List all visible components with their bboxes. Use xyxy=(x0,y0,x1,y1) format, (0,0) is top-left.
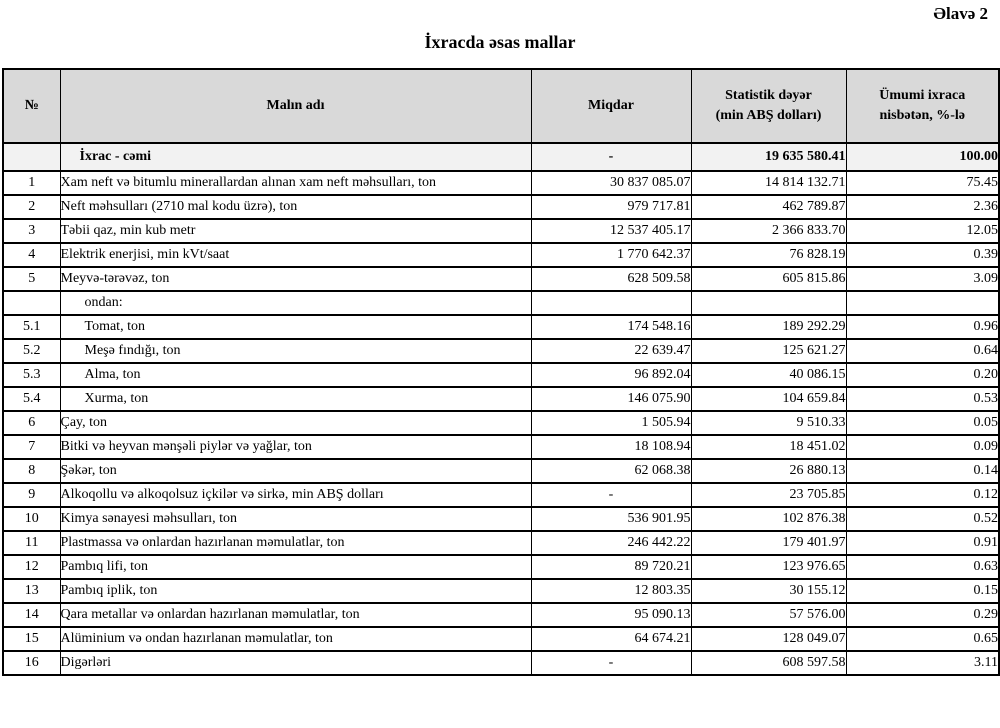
row-percent-cell: 0.29 xyxy=(846,603,999,627)
row-percent-cell: 0.65 xyxy=(846,627,999,651)
row-value-cell: 40 086.15 xyxy=(691,363,846,387)
row-name-cell: Plastmassa və onlardan hazırlanan məmulatlar, ton xyxy=(60,531,531,555)
table-row xyxy=(3,483,999,507)
row-percent-cell: 0.91 xyxy=(846,531,999,555)
row-name-cell: Pambıq iplik, ton xyxy=(60,579,531,603)
row-name-cell: Tomat, ton xyxy=(60,315,531,339)
row-no-cell: 4 xyxy=(3,243,60,267)
row-value-cell: 608 597.58 xyxy=(691,651,846,675)
row-value-cell: 18 451.02 xyxy=(691,435,846,459)
row-no-cell: 9 xyxy=(3,483,60,507)
row-name-cell: Digərləri xyxy=(60,651,531,675)
row-name-cell: Bitki və heyvan mənşəli piylər və yağlar, ton xyxy=(60,435,531,459)
row-percent-cell: 0.05 xyxy=(846,411,999,435)
row-name-cell: Xam neft və bitumlu minerallardan alınan xam neft məhsulları, ton xyxy=(60,171,531,195)
row-no-cell: 10 xyxy=(3,507,60,531)
row-quantity-cell xyxy=(531,291,691,315)
row-value-cell: 128 049.07 xyxy=(691,627,846,651)
row-name-cell: ondan: xyxy=(60,291,531,315)
header-statistical-value: Statistik dəyər (min ABŞ dolları) xyxy=(691,69,846,143)
row-quantity-cell: - xyxy=(531,483,691,507)
table-row xyxy=(3,531,999,555)
table-row xyxy=(3,219,999,243)
row-no-cell: 2 xyxy=(3,195,60,219)
row-name-cell: Elektrik enerjisi, min kVt/saat xyxy=(60,243,531,267)
row-percent-cell: 0.64 xyxy=(846,339,999,363)
row-value-cell: 102 876.38 xyxy=(691,507,846,531)
row-quantity-cell: - xyxy=(531,651,691,675)
row-name-cell: Meşə fındığı, ton xyxy=(60,339,531,363)
row-name-cell: Alma, ton xyxy=(60,363,531,387)
table-row xyxy=(3,459,999,483)
row-percent-cell: 0.52 xyxy=(846,507,999,531)
row-value-cell: 189 292.29 xyxy=(691,315,846,339)
row-quantity-cell: 30 837 085.07 xyxy=(531,171,691,195)
page-title: İxracda əsas mallar xyxy=(424,31,576,52)
row-value-cell: 14 814 132.71 xyxy=(691,171,846,195)
row-percent-cell: 0.53 xyxy=(846,387,999,411)
table-row xyxy=(3,507,999,531)
row-name-cell: Qara metallar və onlardan hazırlanan məmulatlar, ton xyxy=(60,603,531,627)
row-percent-cell: 0.15 xyxy=(846,579,999,603)
total-percent-cell: 100.00 xyxy=(846,143,999,171)
table-header-row xyxy=(3,69,999,143)
table-row xyxy=(3,651,999,675)
row-percent-cell: 3.09 xyxy=(846,267,999,291)
row-percent-cell: 0.12 xyxy=(846,483,999,507)
row-quantity-cell: 246 442.22 xyxy=(531,531,691,555)
row-value-cell: 23 705.85 xyxy=(691,483,846,507)
row-name-cell: Kimya sənayesi məhsulları, ton xyxy=(60,507,531,531)
row-value-cell: 76 828.19 xyxy=(691,243,846,267)
row-quantity-cell: 22 639.47 xyxy=(531,339,691,363)
row-percent-cell xyxy=(846,291,999,315)
row-name-cell: Xurma, ton xyxy=(60,387,531,411)
table-row xyxy=(3,363,999,387)
row-name-cell: Alkoqollu və alkoqolsuz içkilər və sirkə, min ABŞ dolları xyxy=(60,483,531,507)
row-no-cell: 5.2 xyxy=(3,339,60,363)
row-no-cell: 8 xyxy=(3,459,60,483)
row-percent-cell: 0.14 xyxy=(846,459,999,483)
row-quantity-cell: 62 068.38 xyxy=(531,459,691,483)
row-value-cell: 125 621.27 xyxy=(691,339,846,363)
row-no-cell: 12 xyxy=(3,555,60,579)
table-row-ondan xyxy=(3,291,999,315)
row-quantity-cell: 95 090.13 xyxy=(531,603,691,627)
row-percent-cell: 0.20 xyxy=(846,363,999,387)
table-row xyxy=(3,171,999,195)
row-value-cell: 123 976.65 xyxy=(691,555,846,579)
row-percent-cell: 12.05 xyxy=(846,219,999,243)
row-no-cell: 5.4 xyxy=(3,387,60,411)
row-value-cell: 462 789.87 xyxy=(691,195,846,219)
row-name-cell: Neft məhsulları (2710 mal kodu üzrə), ton xyxy=(60,195,531,219)
row-name-cell: Alüminium və ondan hazırlanan məmulatlar, ton xyxy=(60,627,531,651)
row-no-cell: 5.1 xyxy=(3,315,60,339)
row-quantity-cell: 1 770 642.37 xyxy=(531,243,691,267)
total-row xyxy=(3,143,999,171)
row-quantity-cell: 536 901.95 xyxy=(531,507,691,531)
row-percent-cell: 3.11 xyxy=(846,651,999,675)
row-quantity-cell: 12 537 405.17 xyxy=(531,219,691,243)
row-percent-cell: 0.63 xyxy=(846,555,999,579)
table-row xyxy=(3,243,999,267)
total-no-cell xyxy=(3,143,60,171)
row-quantity-cell: 64 674.21 xyxy=(531,627,691,651)
row-name-cell: Meyvə-tərəvəz, ton xyxy=(60,267,531,291)
row-percent-cell: 75.45 xyxy=(846,171,999,195)
row-quantity-cell: 979 717.81 xyxy=(531,195,691,219)
row-quantity-cell: 18 108.94 xyxy=(531,435,691,459)
row-no-cell: 13 xyxy=(3,579,60,603)
table-row xyxy=(3,603,999,627)
table-row xyxy=(3,435,999,459)
table-row xyxy=(3,411,999,435)
table-row xyxy=(3,195,999,219)
row-no-cell: 15 xyxy=(3,627,60,651)
row-value-cell: 57 576.00 xyxy=(691,603,846,627)
row-percent-cell: 0.39 xyxy=(846,243,999,267)
row-quantity-cell: 174 548.16 xyxy=(531,315,691,339)
row-no-cell xyxy=(3,291,60,315)
row-no-cell: 5 xyxy=(3,267,60,291)
row-quantity-cell: 628 509.58 xyxy=(531,267,691,291)
total-name-cell: İxrac - cəmi xyxy=(60,143,531,171)
row-value-cell: 2 366 833.70 xyxy=(691,219,846,243)
table-row xyxy=(3,627,999,651)
row-value-cell: 104 659.84 xyxy=(691,387,846,411)
table-row xyxy=(3,555,999,579)
row-name-cell: Təbii qaz, min kub metr xyxy=(60,219,531,243)
total-quantity-cell: - xyxy=(531,143,691,171)
row-percent-cell: 0.96 xyxy=(846,315,999,339)
row-no-cell: 3 xyxy=(3,219,60,243)
header-goods-name: Malın adı xyxy=(60,69,531,143)
row-name-cell: Pambıq lifi, ton xyxy=(60,555,531,579)
row-quantity-cell: 12 803.35 xyxy=(531,579,691,603)
row-value-cell: 30 155.12 xyxy=(691,579,846,603)
row-value-cell: 179 401.97 xyxy=(691,531,846,555)
table-row xyxy=(3,387,999,411)
row-no-cell: 16 xyxy=(3,651,60,675)
row-name-cell: Şəkər, ton xyxy=(60,459,531,483)
table-row xyxy=(3,315,999,339)
row-value-cell: 9 510.33 xyxy=(691,411,846,435)
row-no-cell: 11 xyxy=(3,531,60,555)
row-name-cell: Çay, ton xyxy=(60,411,531,435)
row-no-cell: 1 xyxy=(3,171,60,195)
table-row xyxy=(3,267,999,291)
export-goods-table xyxy=(2,68,1000,676)
row-no-cell: 5.3 xyxy=(3,363,60,387)
row-value-cell: 605 815.86 xyxy=(691,267,846,291)
row-no-cell: 7 xyxy=(3,435,60,459)
table-row xyxy=(3,339,999,363)
row-quantity-cell: 96 892.04 xyxy=(531,363,691,387)
header-quantity: Miqdar xyxy=(531,69,691,143)
table-row xyxy=(3,579,999,603)
row-percent-cell: 2.36 xyxy=(846,195,999,219)
row-quantity-cell: 146 075.90 xyxy=(531,387,691,411)
row-quantity-cell: 89 720.21 xyxy=(531,555,691,579)
total-value-cell: 19 635 580.41 xyxy=(691,143,846,171)
row-value-cell xyxy=(691,291,846,315)
appendix-label: Əlavə 2 xyxy=(933,4,988,23)
row-quantity-cell: 1 505.94 xyxy=(531,411,691,435)
header-share-percent: Ümumi ixraca nisbətən, %-lə xyxy=(846,69,999,143)
row-value-cell: 26 880.13 xyxy=(691,459,846,483)
row-no-cell: 14 xyxy=(3,603,60,627)
row-percent-cell: 0.09 xyxy=(846,435,999,459)
row-no-cell: 6 xyxy=(3,411,60,435)
header-no: № xyxy=(3,69,60,143)
